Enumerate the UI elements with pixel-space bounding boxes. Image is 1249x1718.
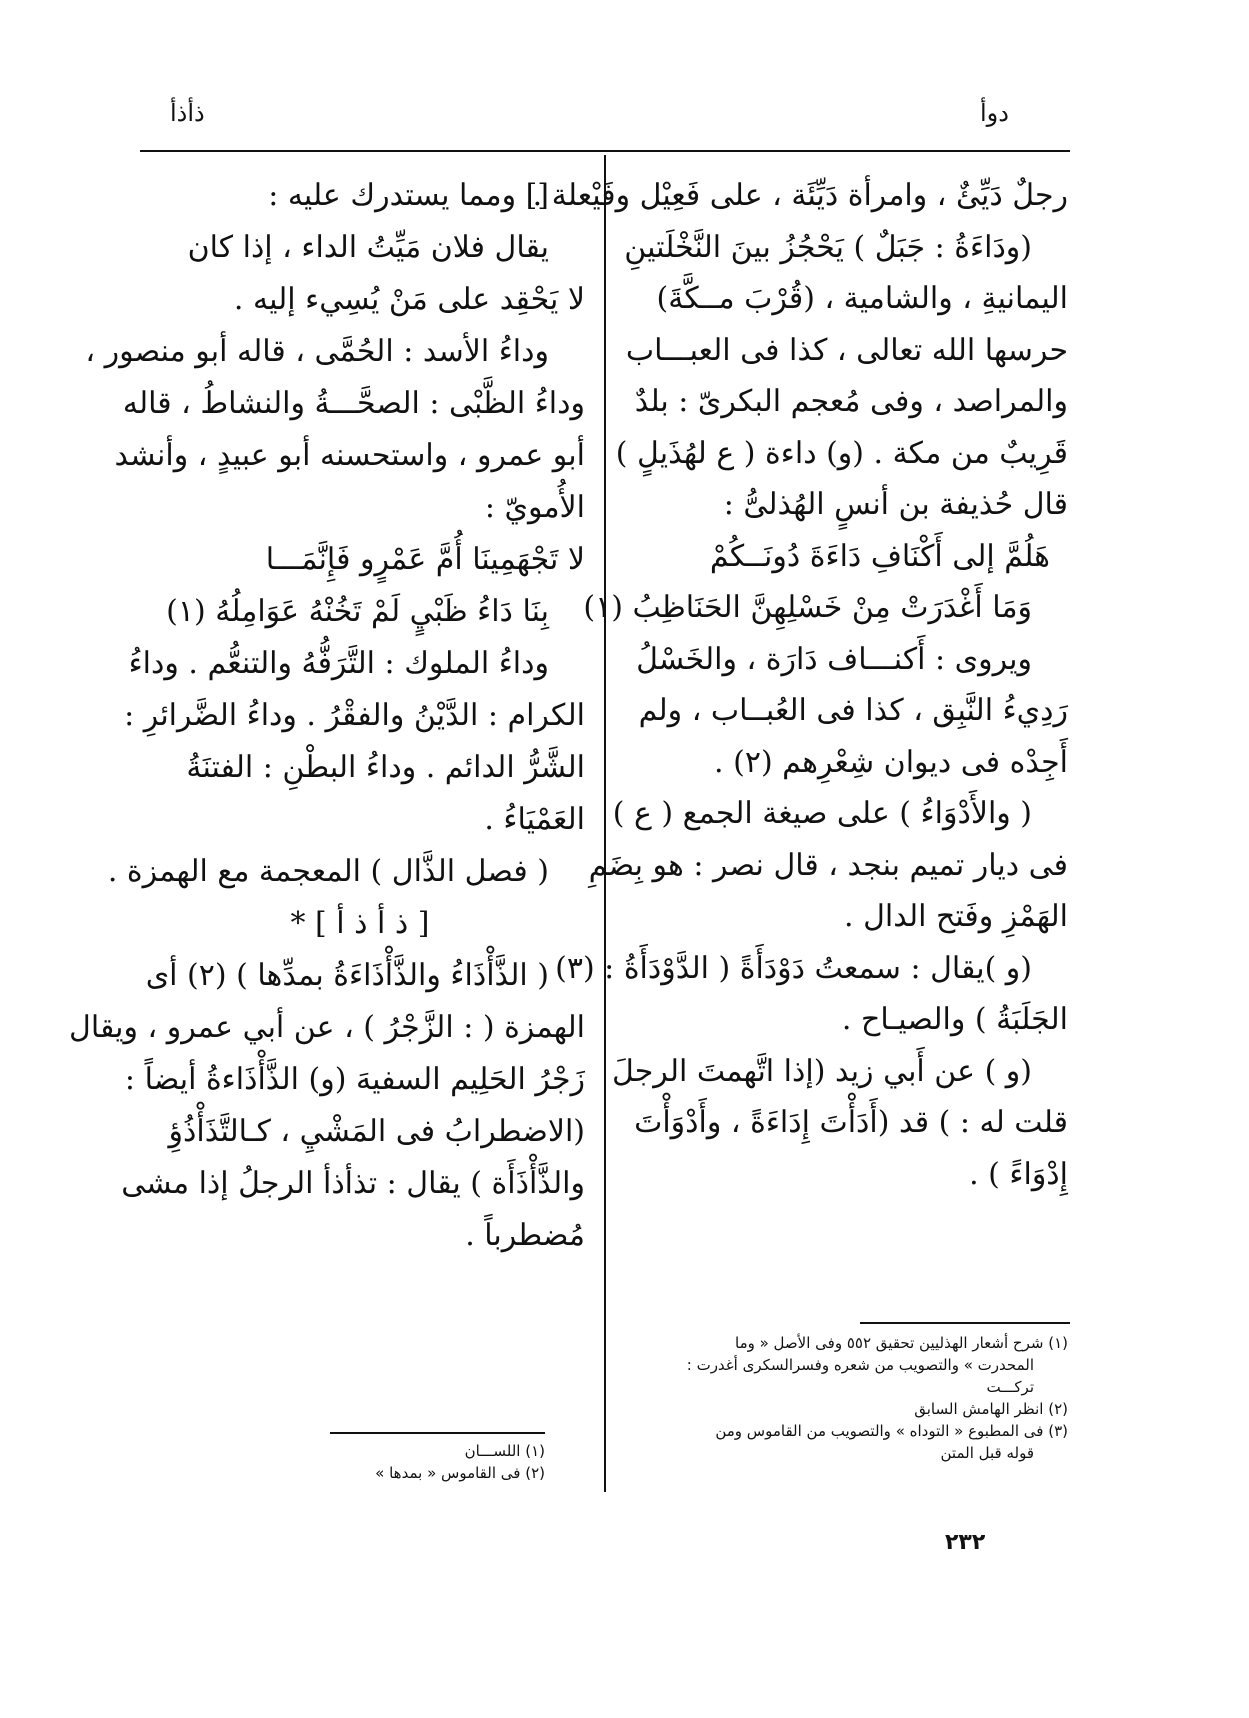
text-line: العَمْيَاءُ . xyxy=(484,802,585,837)
text-line: يقال فلان مَيِّتُ الداء ، إذا كان xyxy=(187,230,549,265)
text-line: والمراصد ، وفى مُعجم البكرىّ : بلدٌ xyxy=(634,384,1068,419)
footnote-line: (١) اللســـان xyxy=(464,1442,545,1460)
text-line: الهمزة ( : الزَّجْرُ ) ، عن أبي عمرو ، ويقال xyxy=(69,1010,585,1045)
footnote-rule xyxy=(330,1432,545,1434)
footnote-line: (٢) فى القاموس « بمدها » xyxy=(375,1464,545,1482)
footnote-line: تركـــت xyxy=(986,1378,1034,1396)
text-line: فى ديار تميم بنجد ، قال نصر : هو بِضَمِ xyxy=(588,847,1068,883)
text-line: زَجْرُ الحَلِيم السفيهَ (و) الذَّأْذَاءةُ أيضاً : xyxy=(124,1062,585,1097)
verse-line: لا تَجْهَمِينَا أُمَّ عَمْرٍو فَإِنَّمَـــا xyxy=(265,542,585,577)
page-number: ٢٣٢ xyxy=(945,1530,986,1555)
text-line: ( والأَدْوَاءُ ) على صيغة الجمع ( ع ) xyxy=(612,796,1032,831)
footnote-line: (١) شرح أشعار الهذليين تحقيق ٥٥٢ وفى الأصل « وما xyxy=(735,1334,1068,1352)
text-line: قال حُذيفة بن أنسٍ الهُذلىُّ : xyxy=(723,487,1068,522)
text-line: حرسها الله تعالى ، كذا فى العبـــاب xyxy=(625,332,1068,368)
text-line: لا يَحْقِد على مَنْ يُسِيء إليه . xyxy=(233,282,585,317)
text-line: (ودَاءَةُ : جَبَلٌ ) يَحْجُزُ بينَ النَّخْلَتينِ xyxy=(624,229,1032,265)
footnote-rule xyxy=(860,1322,1070,1324)
right-footnotes xyxy=(628,1332,1068,1464)
section-heading: ( فصل الذَّال ) المعجمة مع الهمزة . xyxy=(107,854,549,889)
text-line: مُضطرباً . xyxy=(465,1218,585,1253)
header-rule xyxy=(140,150,1070,152)
text-line: أبو عمرو ، واستحسنه أبو عبيدٍ ، وأنشد xyxy=(114,438,585,473)
text-line: وداءُ الظَّبْى : الصحَّـــةُ والنشاطُ ، قاله xyxy=(122,386,585,421)
footnote-line: (٣) فى المطبوع « التوداه » والتصويب من القاموس ومن xyxy=(715,1422,1068,1440)
footnote-line: المحدرت » والتصويب من شعره وفسرالسكرى أغدرت : xyxy=(686,1356,1034,1374)
text-line: [] ومما يستدرك عليه : xyxy=(268,178,549,213)
left-footnotes xyxy=(335,1440,545,1484)
text-line: الكرام : الدَّيْنُ والفقْرُ . وداءُ الضَّرائرِ : xyxy=(124,698,585,733)
left-column xyxy=(69,170,585,1262)
running-head-right: دوأ xyxy=(980,99,1009,127)
text-line: قَرِيبٌ من مكة . (و) داءة ( ع لهُذَيلٍ ) xyxy=(615,435,1068,471)
text-line: اليمانيةِ ، والشامية ، (قُرْبَ مــكَّةَ) xyxy=(656,281,1068,316)
text-line: الشَّرُّ الدائم . وداءُ البطْنِ : الفتنَةُ xyxy=(186,750,585,785)
text-line: (و ) عن أَبي زيد (إذا اتَّهمتَ الرجلَ xyxy=(612,1053,1032,1089)
text-line: (الاضطرابُ فى المَشْيِ ، كـالتَّذَأْذُؤِ xyxy=(168,1114,585,1149)
text-line: ويروى : أَكنـــاف دَارَة ، والخَسْلُ xyxy=(636,641,1032,677)
text-line: والذَّأْذَأَة ) يقال : تذأذأ الرجلُ إذا مشى xyxy=(121,1166,585,1201)
footnote-line: قوله قبل المتن xyxy=(940,1444,1034,1462)
verse-line: هَلُمَّ إلى أَكْنَافِ دَاءَةَ دُونَــكُمْ xyxy=(709,538,1050,574)
entry-heading: [ ذ أ ذ أ ] * xyxy=(290,906,430,941)
text-line: ( الذَّأْذَاءُ والذَّأْذَاءَةُ بمدِّها ) (٢) أى xyxy=(145,958,549,993)
column-divider xyxy=(604,155,606,1492)
text-line: إِدْوَاءً ) . xyxy=(969,1156,1068,1192)
text-line: الأُمويّ : xyxy=(484,490,585,525)
text-line: رجلٌ دَيِّئٌ ، وامرأة دَيِّئَة ، على فَعِيْل وفَيْعلة . xyxy=(532,178,1068,213)
text-line: (و )يقال : سمعتُ دَوْدَأَةً ( الدَّوْدَأَةُ : (٣) xyxy=(555,950,1032,986)
text-line: قلت له : ) قد (أَدَأْتَ إِدَاءَةً ، وأَدْوَأْتَ xyxy=(634,1105,1068,1140)
footnote-line: (٢) انظر الهامش السابق xyxy=(914,1400,1068,1418)
text-line: أَجِدْه فى ديوان شِعْرِهم (٢) . xyxy=(714,744,1068,780)
text-line: رَدِيءُ النَّبِق ، كذا فى العُبــاب ، ولم xyxy=(638,693,1068,728)
running-head-left: ذأذأ xyxy=(170,99,205,127)
verse-line: بِنَا دَاءُ ظَبْيٍ لَمْ تَخُنْهُ عَوَامِلُهُ (١) xyxy=(166,594,549,629)
text-line: وداءُ الأسد : الحُمَّى ، قاله أبو منصور ، xyxy=(85,334,549,369)
verse-line: وَمَا أَغْدَرَتْ مِنْ خَسْلِهِنَّ الحَنَاظِبُ (١) xyxy=(583,590,1032,625)
text-line: الهَمْزِ وفَتح الدال . xyxy=(844,899,1068,934)
text-line: وداءُ الملوك : التَّرَفُّهُ والتنعُّم . وداءُ xyxy=(128,646,549,681)
text-line: الجَلَبَةُ ) والصيـاح . xyxy=(841,1002,1068,1037)
